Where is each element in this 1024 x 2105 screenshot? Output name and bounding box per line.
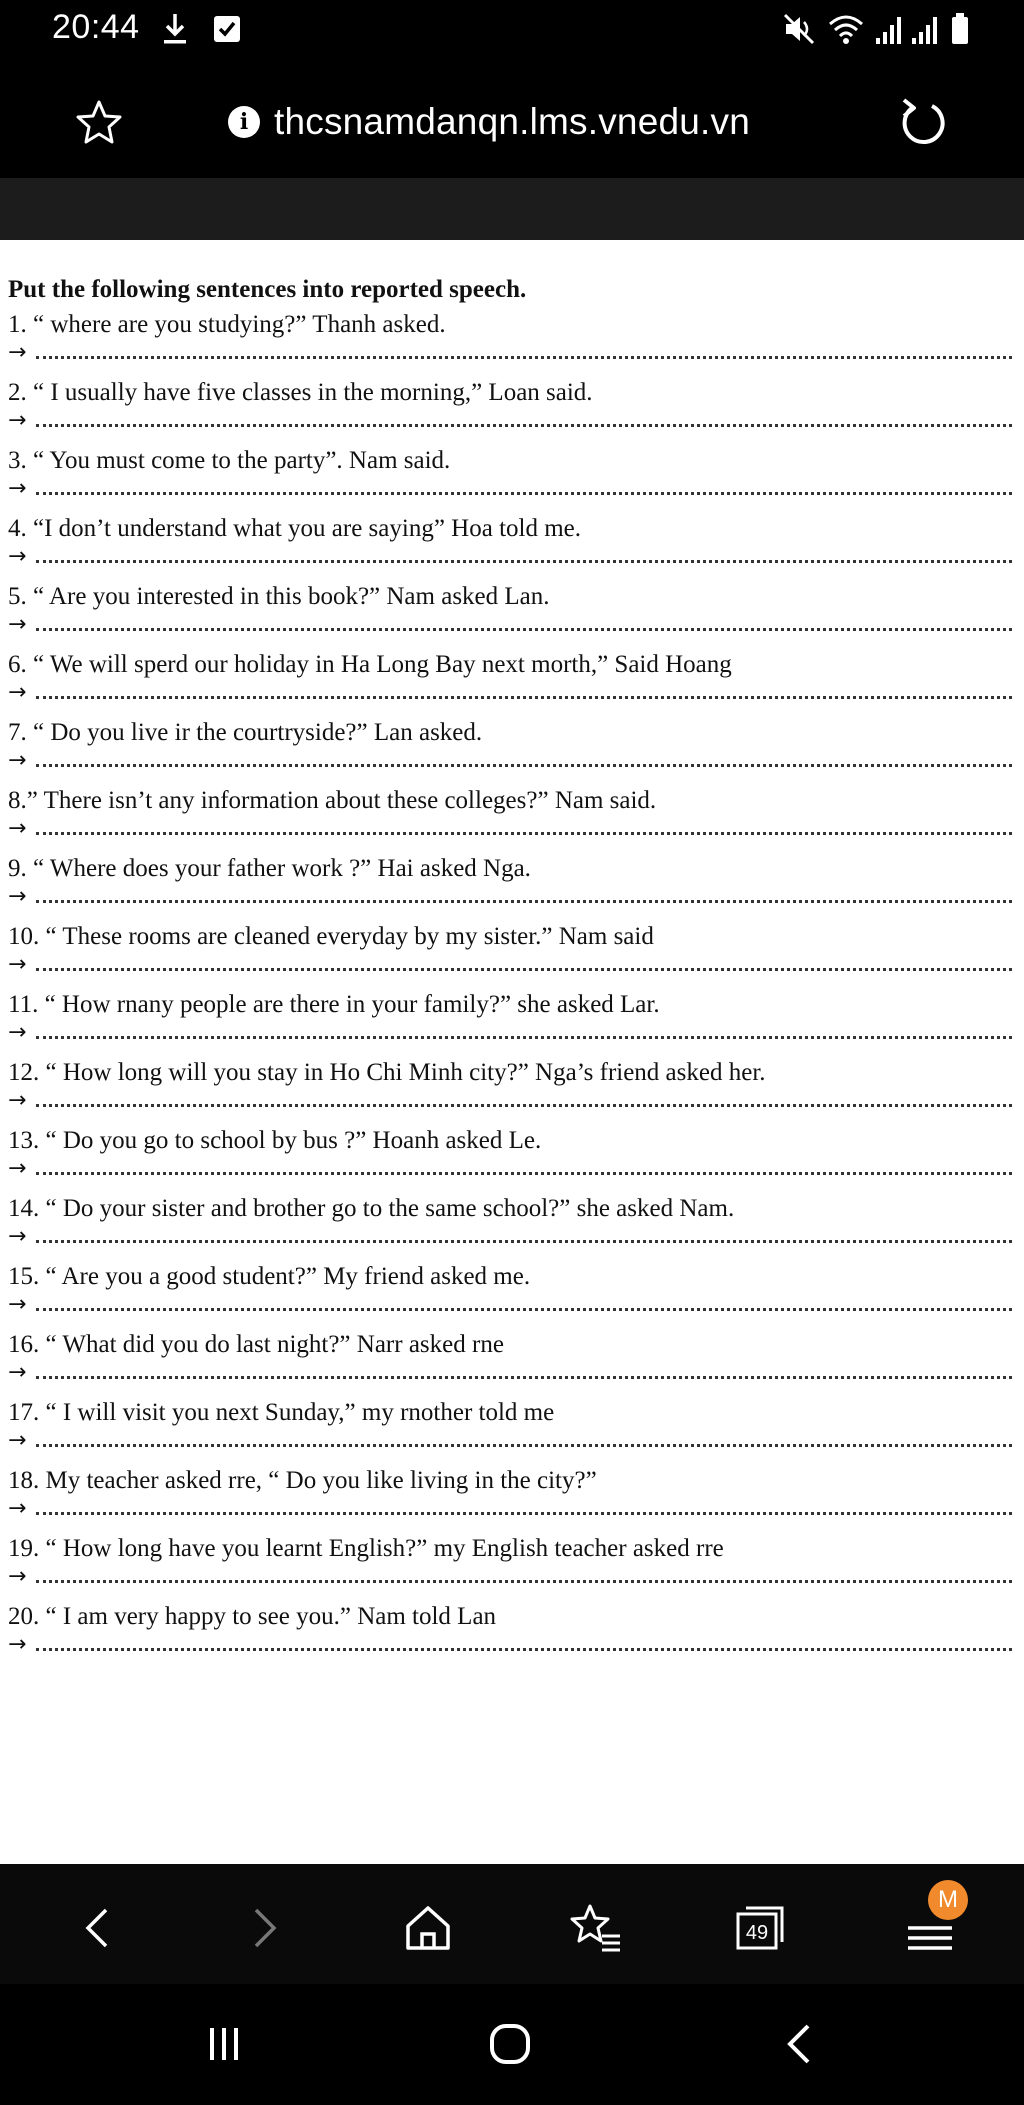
arrow-icon: → [8, 1020, 27, 1045]
status-bar [0, 0, 1024, 60]
browser-bottom-nav [0, 1864, 1024, 1984]
answer-line [8, 1634, 1018, 1668]
question-text: 14. “ Do your sister and brother go to the same school?” she asked Nam. [8, 1195, 735, 1222]
dotted-line [36, 410, 1012, 427]
answer-line [8, 1022, 1018, 1056]
question-text: 12. “ How long will you stay in Ho Chi Minh city?” Nga’s friend asked her. [8, 1059, 766, 1086]
arrow-icon: → [8, 1360, 27, 1385]
dotted-line [36, 682, 1012, 699]
answer-line [8, 1158, 1018, 1192]
arrow-icon: → [8, 1156, 27, 1181]
arrow-icon: → [8, 544, 27, 569]
notification-badge: M [928, 1880, 968, 1920]
status-time: 20:44 [52, 8, 140, 46]
checkbox-icon [212, 12, 242, 46]
question-text: 9. “ Where does your father work ?” Hai asked Nga. [8, 855, 531, 882]
dotted-line [36, 750, 1012, 767]
question-text: 8.” There isn’t any information about these colleges?” Nam said. [8, 787, 657, 814]
answer-line [8, 478, 1018, 512]
question-text: 10. “ These rooms are cleaned everyday by my sister.” Nam said [8, 923, 654, 950]
reload-icon[interactable] [896, 96, 950, 150]
question-item [8, 580, 1018, 648]
question-item [8, 444, 1018, 512]
arrow-icon: → [8, 952, 27, 977]
answer-line [8, 410, 1018, 444]
dotted-line [36, 1158, 1012, 1175]
answer-line [8, 750, 1018, 784]
question-text: 11. “ How rnany people are there in your family?” she asked Lar. [8, 991, 660, 1018]
dotted-line [36, 1634, 1012, 1651]
question-item [8, 988, 1018, 1056]
question-item [8, 1464, 1018, 1532]
arrow-icon: → [8, 748, 27, 773]
question-item [8, 512, 1018, 580]
question-item [8, 1532, 1018, 1600]
answer-line [8, 1226, 1018, 1260]
arrow-icon: → [8, 1496, 27, 1521]
answer-line [8, 954, 1018, 988]
question-item [8, 716, 1018, 784]
question-item [8, 920, 1018, 988]
star-icon[interactable] [74, 98, 124, 148]
dotted-line [36, 614, 1012, 631]
arrow-icon: → [8, 1428, 27, 1453]
url-text[interactable]: thcsnamdanqn.lms.vnedu.vn [274, 101, 750, 142]
bookmarks-icon[interactable] [566, 1898, 626, 1958]
web-page [0, 240, 1024, 1864]
tabs-count: 49 [745, 1922, 769, 1944]
question-item [8, 308, 1018, 376]
dotted-line [36, 954, 1012, 971]
dotted-line [36, 546, 1012, 563]
question-item [8, 376, 1018, 444]
system-nav-bar [0, 1984, 1024, 2105]
arrow-icon: → [8, 612, 27, 637]
arrow-icon: → [8, 340, 27, 365]
forward-icon[interactable] [234, 1898, 294, 1958]
arrow-icon: → [8, 1088, 27, 1113]
question-text: 5. “ Are you interested in this book?” Nam asked Lan. [8, 583, 550, 610]
answer-line [8, 1498, 1018, 1532]
arrow-icon: → [8, 884, 27, 909]
arrow-icon: → [8, 1564, 27, 1589]
question-item [8, 1396, 1018, 1464]
arrow-icon: → [8, 680, 27, 705]
tabs-button[interactable] [730, 1898, 790, 1958]
dotted-line [36, 1498, 1012, 1515]
dotted-line [36, 342, 1012, 359]
arrow-icon: → [8, 816, 27, 841]
address-bar [0, 60, 1024, 178]
url-field[interactable] [228, 96, 750, 148]
question-text: 6. “ We will sperd our holiday in Ha Long Bay next morth,” Said Hoang [8, 651, 732, 678]
question-text: 3. “ You must come to the party”. Nam said. [8, 447, 451, 474]
question-item [8, 1328, 1018, 1396]
question-text: 7. “ Do you live ir the courtryside?” Lan asked. [8, 719, 483, 746]
worksheet [8, 274, 1018, 1668]
answer-line [8, 1430, 1018, 1464]
answer-line [8, 1294, 1018, 1328]
question-item [8, 1124, 1018, 1192]
signal-icon [910, 12, 940, 46]
question-item [8, 648, 1018, 716]
answer-line [8, 886, 1018, 920]
question-item [8, 1260, 1018, 1328]
question-text: 2. “ I usually have five classes in the morning,” Loan said. [8, 379, 593, 406]
battery-icon [950, 12, 970, 46]
tabs-icon [730, 1898, 790, 1958]
question-text: 19. “ How long have you learnt English?” my English teacher asked rre [8, 1535, 724, 1562]
question-text: 20. “ I am very happy to see you.” Nam told Lan [8, 1603, 497, 1630]
recents-icon[interactable] [194, 2014, 254, 2074]
dotted-line [36, 886, 1012, 903]
question-text: 4. “I don’t understand what you are saying” Hoa told me. [8, 515, 581, 542]
dotted-line [36, 1090, 1012, 1107]
dotted-line [36, 1430, 1012, 1447]
answer-line [8, 1090, 1018, 1124]
dotted-line [36, 1566, 1012, 1583]
dotted-line [36, 1294, 1012, 1311]
worksheet-title: Put the following sentences into reported speech. [8, 276, 527, 303]
question-item [8, 852, 1018, 920]
question-text: 13. “ Do you go to school by bus ?” Hoanh asked Le. [8, 1127, 542, 1154]
dotted-line [36, 478, 1012, 495]
question-item [8, 1600, 1018, 1668]
arrow-icon: → [8, 1224, 27, 1249]
system-back-icon[interactable] [770, 2014, 830, 2074]
question-text: 16. “ What did you do last night?” Narr asked rne [8, 1331, 504, 1358]
question-item [8, 1192, 1018, 1260]
question-item [8, 1056, 1018, 1124]
dotted-line [36, 1022, 1012, 1039]
dotted-line [36, 818, 1012, 835]
system-home-icon[interactable] [480, 2014, 540, 2074]
toolbar-strip [0, 178, 1024, 240]
info-icon[interactable]: i [228, 106, 260, 138]
answer-line [8, 614, 1018, 648]
back-icon[interactable] [68, 1898, 128, 1958]
answer-line [8, 546, 1018, 580]
dotted-line [36, 1362, 1012, 1379]
arrow-icon: → [8, 476, 27, 501]
arrow-icon: → [8, 1292, 27, 1317]
question-text: 17. “ I will visit you next Sunday,” my rnother told me [8, 1399, 555, 1426]
arrow-icon: → [8, 408, 27, 433]
signal-icon [874, 12, 904, 46]
question-text: 18. My teacher asked rre, “ Do you like living in the city?” [8, 1467, 597, 1494]
answer-line [8, 818, 1018, 852]
question-text: 15. “ Are you a good student?” My friend asked me. [8, 1263, 531, 1290]
answer-line [8, 1362, 1018, 1396]
answer-line [8, 1566, 1018, 1600]
dotted-line [36, 1226, 1012, 1243]
question-item [8, 784, 1018, 852]
answer-line [8, 342, 1018, 376]
mute-icon [782, 12, 816, 46]
arrow-icon: → [8, 1632, 27, 1657]
question-text: 1. “ where are you studying?” Thanh asked. [8, 311, 446, 338]
home-icon[interactable] [398, 1898, 458, 1958]
answer-line [8, 682, 1018, 716]
wifi-icon [826, 12, 866, 46]
download-icon [162, 12, 188, 46]
question-list [8, 308, 1018, 1668]
